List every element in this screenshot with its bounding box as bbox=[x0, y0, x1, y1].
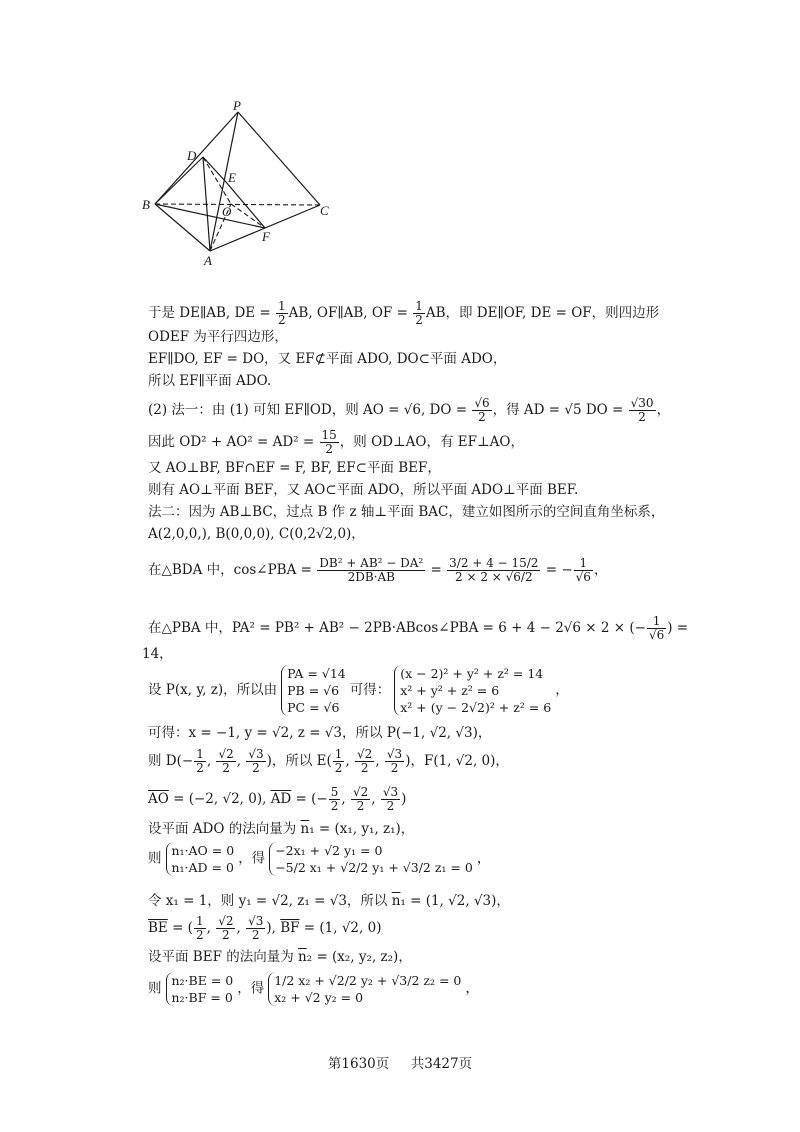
line-13: 14， bbox=[142, 646, 173, 662]
edge-pb bbox=[155, 112, 238, 204]
line-6: 因此 OD² + AO² = AD² = $\frac{15}{2}$ ，则 OD⊥AO，有 EF⊥AO， bbox=[148, 428, 525, 456]
line-22: 设平面 BEF 的法向量为 $\overline{n}_2 = (x_2$, y₂, z₂)， bbox=[148, 949, 412, 965]
edge-bd bbox=[155, 157, 203, 204]
equation-system: −2x₁ + √2 y₁ = 0 −5/2 x₁ + √2/2 y₁ + √3/2 z₁ = 0 bbox=[269, 842, 473, 876]
pyramid-figure bbox=[140, 100, 350, 270]
line-10: A(2,0,0,), B(0,0,0), C(0,2√2,0)， bbox=[148, 526, 365, 542]
page-number: 第1630页 bbox=[327, 1056, 390, 1072]
line-12: 在△PBA 中，PA² = PB² + AB² − 2PB·ABcos∠PBA = 6 + 4 − 2√6 × 2 × (− $\frac{1}{√6}$ ) = bbox=[148, 614, 689, 642]
fraction: $\frac{1}{2}$ bbox=[415, 299, 423, 327]
edge-bf bbox=[155, 204, 265, 228]
total-pages: 共3427页 bbox=[410, 1056, 473, 1072]
line-8: 则有 AO⊥平面 BEF，又 AO⊂平面 ADO，所以平面 ADO⊥平面 BEF. bbox=[148, 482, 579, 498]
equation-system: 1/2 x₂ + √2/2 y₂ + √3/2 z₂ = 0 x₂ + √2 y₂ = 0 bbox=[268, 972, 461, 1006]
edge-de bbox=[203, 157, 226, 182]
line-3: EF∥DO, EF = DO，又 EF⊄平面 ADO, DO⊂平面 ADO， bbox=[148, 351, 507, 367]
label-e: E bbox=[228, 170, 236, 185]
line-21: $\overline{BE}$ = ( $\frac{1}{2}$ , $\frac{√2}{2}$ , $\frac{√3}{2}$ ), $\overline{BF} = (1$, √2, 0) bbox=[148, 914, 382, 942]
line-23: 则 n₂·BE = 0 n₂·BF = 0 ，得 1/2 x₂ + √2/2 y₂ + √3/2 z₂ = 0 x₂ + √2 y₂ = 0 ， bbox=[148, 973, 479, 1005]
label-d: D bbox=[187, 148, 197, 163]
label-b: B bbox=[142, 197, 150, 212]
line-5: (2) 法一：由 (1) 可知 EF∥OD，则 AO = √6, DO = $\frac{√6}{2}$ ，得 AD = √5 DO = $\frac{√30}{2}$ ， bbox=[148, 396, 671, 424]
label-o: O bbox=[222, 204, 232, 219]
label-c: C bbox=[320, 203, 329, 218]
page-footer bbox=[0, 1052, 800, 1072]
line-14: 设 P(x, y, z)，所以由 PA = √14 PB = √6 PC = √6 可得： (x − 2)² + y² + z² = 14 x² + y² + z² = 6 x² + (y − 2√2)² + z² = 6 ， bbox=[148, 666, 569, 715]
edge-pc bbox=[238, 112, 320, 205]
fraction: $\frac{1}{2}$ bbox=[278, 299, 286, 327]
line-9: 法二：因为 AB⊥BC，过点 B 作 z 轴⊥平面 BAC，建立如图所示的空间直角坐标系， bbox=[148, 504, 665, 520]
line-19: 则 n₁·AO = 0 n₁·AD = 0 ，得 −2x₁ + √2 y₁ = 0 −5/2 x₁ + √2/2 y₁ + √3/2 z₁ = 0 ， bbox=[148, 843, 491, 875]
edge-bc-hidden bbox=[155, 204, 320, 205]
label-f: F bbox=[262, 229, 270, 244]
line-15: 可得：x = −1, y = √2, z = √3，所以 P(−1, √2, √3)， bbox=[148, 725, 492, 741]
line-18: 设平面 ADO 的法向量为 $\overline{n}_1 = (x_1$, y₁, z₁)， bbox=[148, 821, 415, 837]
line-7: 又 AO⊥BF, BF∩EF = F, BF, EF⊂平面 BEF， bbox=[148, 460, 441, 476]
line-1: 于是 DE∥AB, DE = $\frac{1}{2}$ AB, OF∥AB, OF = $\frac{1}{2}$ AB，即 DE∥OF, DE = OF，则四边形 bbox=[148, 299, 660, 327]
equation-system: n₂·BE = 0 n₂·BF = 0 bbox=[166, 972, 234, 1006]
line-4: 所以 EF∥平面 ADO. bbox=[148, 373, 272, 389]
equation-system: (x − 2)² + y² + z² = 14 x² + y² + z² = 6 x² + (y − 2√2)² + z² = 6 bbox=[394, 665, 551, 716]
line-20: 令 x₁ = 1，则 y₁ = √2, z₁ = √3，所以 $\overline{n}_1 = (1$, √2, √3)， bbox=[148, 893, 510, 909]
equation-system: n₁·AO = 0 n₁·AD = 0 bbox=[166, 842, 235, 876]
line-16: 则 D(− $\frac{1}{2}$ , $\frac{√2}{2}$ , $\frac{√3}{2}$ )，所以 E( $\frac{1}{2}$ , $\frac{√2}{2}$ , $\frac{√3}{2}$ )，F(1, √2, 0)， bbox=[148, 747, 509, 775]
label-p: P bbox=[233, 100, 241, 113]
edge-ab bbox=[155, 204, 210, 251]
edge-do-hidden bbox=[203, 157, 231, 204]
line-2: ODEF 为平行四边形， bbox=[148, 329, 288, 345]
line-11: 在△BDA 中，cos∠PBA = $\frac{\text{DB² + AB² − DA²}}{2DB\cdot AB}$ = $\frac{3/2 + 4 - 15/2}{2 \times 2 \times √6/2}$ = − $\frac{1}{√6}$ ， bbox=[148, 556, 608, 584]
equation-system: PA = √14 PB = √6 PC = √6 bbox=[281, 665, 346, 716]
line-17: $\overline{AO} = (-2$, √2, 0), $\overline{AD}$ = (− $\frac{5}{2}$ , $\frac{√2}{2}$ , $\frac{√3}{2}$ ) bbox=[148, 785, 407, 813]
label-a: A bbox=[204, 253, 212, 268]
